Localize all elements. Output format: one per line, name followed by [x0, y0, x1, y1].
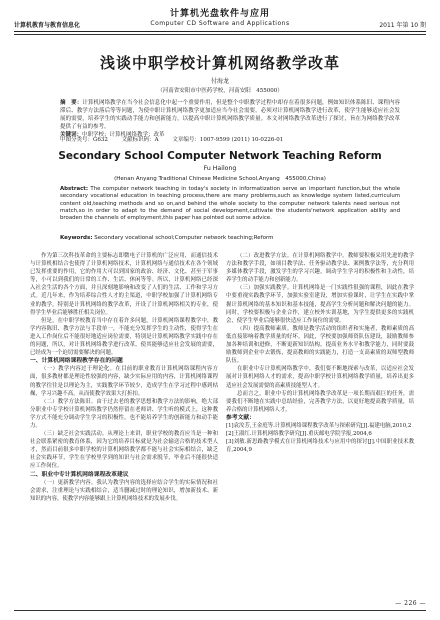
- abstract-text: 计算机网络教学在当今社会信息化中起一个重要作用，但是整个中职教学过程中却存在着很多问题，例如知识体系陈旧、课程内容滞后、教学方法落后等等问题，为使中职计算机网络教学更加适应当今社会需要，必须对计算机网络教学进行改革，使学生能够适应社会发展的需要，培养学生的实践动手能力和创新能力，以提高中职计算机网络教学质量。本文对网络教学改革进行了探讨，旨在为网络教学改革提供了有益的参考。: [60, 100, 400, 130]
- paragraph: （一）更新教学内容。我认为教学内容的选择应结合学生的实际情况和社会需求，注重理论与实践相结合，适当删减过时的理论知识，增加新技术、新知识的内容，使教学内容能够跟上计算机网络技术的发展步伐。: [30, 479, 218, 502]
- running-header: [0, 4, 440, 38]
- paragraph: 总而言之，职业中专的计算机网络教学改革是一项长期而艰巨的任务，需要我们不断地在实践中总结经验，完善教学方法，以更好地提高教学质量，培养合格的计算机网络人才。: [226, 390, 414, 413]
- abstract-label: 摘 要：: [60, 100, 83, 106]
- section-heading: 二、职业中专计算机网络课程改革建议: [30, 471, 129, 478]
- keywords-label: 关键词：: [60, 132, 83, 138]
- article-affiliation: （河南省安阳市中医药学校，河南安阳 455000）: [157, 88, 283, 94]
- references-heading: 参考文献：: [226, 414, 255, 421]
- body-column-right: [226, 252, 414, 596]
- paragraph: （一）教学内容过于理论化。在目前的职业教育计算机网络课程内容方面，很多教材都是理论性较强的内容，缺少实际应用的内容，计算机网络课程的教学往往是以理论为主，实践教学环节较少，造成学生在学习过程中感到枯燥，学习兴趣不高，从而使教学效果大打折扣。: [30, 366, 218, 397]
- header-rule-thin: [14, 34, 426, 35]
- journal-title: 计算机光盘软件与应用: [169, 9, 270, 19]
- chinese-abstract: [60, 99, 400, 139]
- english-abstract: [60, 186, 400, 222]
- english-affiliation: (Henan Anyang Traditional Chinese Medicine School,Anyang 455000,China): [114, 176, 326, 182]
- footer-rule: [14, 610, 426, 611]
- section-heading: 一、计算机网络课程教学存在的问题: [30, 358, 123, 365]
- page-number: — 226 —: [395, 600, 426, 607]
- english-title: Secondary School Computer Network Teaching Reform: [58, 150, 382, 162]
- body-column-left: [30, 252, 218, 596]
- paragraph: （四）提高教师素质。教师是教学活动的组织者和实施者，教师素质的高低直接影响着教学质量的好坏。因此，学校要加强师资队伍建设，鼓励教师参加各种培训和进修，不断更新知识结构，提高业务水平和教学能力，同时要鼓励教师到企业中去锻炼，提高教师的实践能力，打造一支高素质的双师型教师队伍。: [226, 325, 414, 365]
- english-author: Fu Hailong: [203, 165, 237, 172]
- document-code: 文献标识码：A: [121, 137, 159, 143]
- paragraph: （三）加强实践教学。计算机网络是一门实践性很强的课程，因此在教学中要重视实践教学环节，加强实验室建设，增加实验课时，让学生在实践中掌握计算机网络的基本知识和基本技能，提高学生分析问题和解决问题的能力。同时，学校要积极与企业合作，建立校外实训基地，为学生提供更多的实践机会，使学生毕业后能够很快适应工作岗位的需要。: [226, 285, 414, 324]
- english-keywords: [60, 235, 400, 241]
- paragraph: （二）教学方法陈旧。由于过去老的教学思想和教学方法的影响，绝大部分职业中专学校计算机网络教学仍然停留在老师讲、学生听的模式上，这种教学方式不能充分调动学生学习的积极性，也不能培养学生的创新能力和动手能力。: [30, 398, 218, 429]
- paragraph: 在职业中专计算机网络教学中，我们要不断地探索与改革，以适应社会发展对计算机网络人才的需求，提高中职学校计算机网络教学质量，培养出更多适应社会发展需要的高素质技能型人才。: [226, 366, 414, 389]
- article-number: 文章编号：1007-9599 (2011) 10-0226-01: [172, 137, 284, 143]
- classification-line: [60, 135, 400, 143]
- header-rule: [14, 31, 426, 32]
- issue-label: 2011 年第 10 期: [379, 22, 426, 29]
- paragraph: 作为第三次科技革命的主要标志即微电子计算机的广泛应用，而通信技术与计算机相结合也使得了计算机网络技术，计算机网络与通信技术在各个领域已发挥重要的作用，它的作用大可以到国家的政治、经济、文化、甚至于军事等，小可以到我们的日常的工作、生活、休闲等等。所以，计算机网络已经深入社会生活的各个方面，并且深刻地影响和改变了人们的生活、工作和学习方式。近几年来，作为培养综合性人才的主渠道，中职学校加强了计算机网络专业的教学，特别是计算机网络的教学改革，开设了计算机网络相关的专业，使得学生毕业后能够胜任相关岗位。: [30, 253, 218, 316]
- journal-english-title: Computer CD Software and Applications: [150, 20, 290, 27]
- reference-item: [3]刘敏.新思路教学模式在计算机网络技术与应用中的探讨[J].中国职业技术教育,2004,9: [226, 439, 414, 454]
- section-name: 计算机教育与教育信息化: [14, 22, 81, 29]
- header-row: [14, 19, 426, 31]
- clc-number: 中图分类号：G632: [60, 137, 108, 143]
- article-author: 付海龙: [210, 78, 229, 85]
- keywords-text: 中职学校；计算机网络教学；改革: [82, 132, 165, 138]
- english-abstract-text: The computer network teaching in today's society in informatization serve an important function,but the whole secondary vocational education in teaching process,there are many problems,such as knowledge system listed,curriculum content old,teaching methods and so on,and behind the whole society to the computer network talents need serious not match,so in order to adapt to the demand of social development,cultivate the students'network application ability and broaden the channels of employment,this paper has pointed out some advice.: [60, 186, 401, 222]
- paragraph: （二）改进教学方法。在计算机网络教学中，教师要积极采用先进的教学方法和教学手段，如项目教学法、任务驱动教学法、案例教学法等，充分利用多媒体教学手段，激发学生的学习兴趣，调动学生学习的积极性和主动性，培养学生的动手能力和创新能力。: [226, 253, 414, 284]
- english-keywords-label: Keywords:: [60, 235, 93, 241]
- paragraph: （三）缺乏社会实践活动。从理论上来讲，职业学校的教育应当是一种和社会联系紧密的教育体系，因为它的培养目标就是为社会输送合格的技术型人才，然而目前很多中职学校的计算机网络教学都不能与社会实际相结合，缺乏社会实践环节，学生在学校里学到的知识与社会需求脱节，毕业后不能很快适应工作岗位。: [30, 431, 218, 470]
- article-title: 浅谈中职学校计算机网络教学改革: [99, 54, 340, 72]
- paragraph: 但是，在中职学校教育当中存在着许多问题，计算机网络课程教学中，教学内容陈旧、教学方法与手段单一，不能充分发挥学生的主动性，使得学生在进入工作岗位后不能很好地适应岗位需要，特别是计算机网络教学实践中存在的问题，所以，对计算机网络教学进行改革，使其能够适应社会发展的需要，已经成为一个迫切需要解决的问题。: [30, 317, 218, 357]
- reference-item: [2]王淑红.计算机网络教学研究[J].重庆邮电学院学报,2004,6: [226, 431, 372, 438]
- english-keywords-text: Secondary vocational school;Computer network teaching;Reform: [94, 235, 274, 241]
- page-footer: [0, 600, 426, 610]
- english-abstract-label: Abstract:: [60, 186, 89, 192]
- reference-item: [1]袁汝芳,王金庭等.计算机网络课程教学改革与探索研究[J].福建电脑,2010,2: [226, 422, 412, 429]
